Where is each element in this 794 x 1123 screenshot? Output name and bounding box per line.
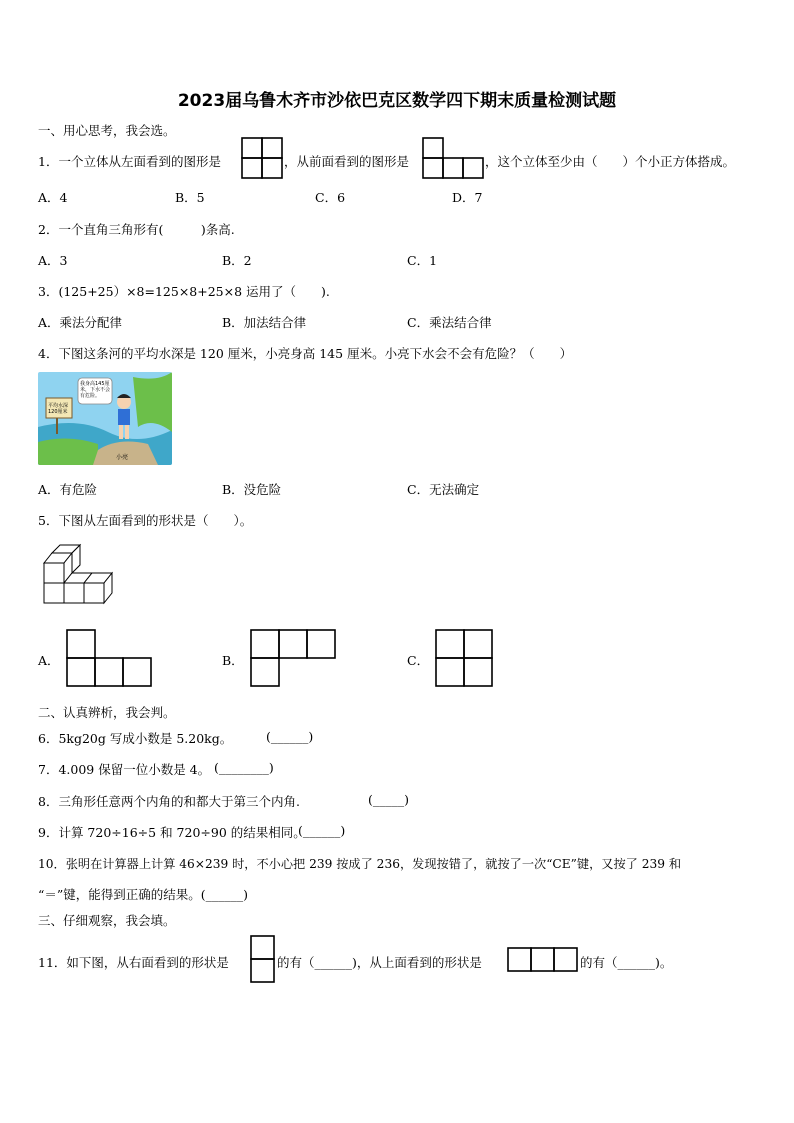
question-1-suffix: ，这个立体至少由（ ）个小正方体搭成。 (485, 154, 736, 169)
q1-front-view-figure (422, 137, 484, 179)
q2-option-a[interactable]: A．3 (38, 253, 68, 268)
q5-option-b-label[interactable]: B． (222, 653, 244, 668)
q5-option-b-figure[interactable] (250, 629, 336, 687)
question-2-text: 2．一个直角三角形有( )条高. (38, 222, 235, 237)
question-1-prefix: 1．一个立体从左面看到的图形是 (38, 154, 221, 169)
q4-option-c[interactable]: C．无法确定 (407, 482, 480, 497)
q5-option-a-label[interactable]: A． (38, 653, 60, 668)
speech-bubble: 我身高145厘米，下水不会有危险。 (80, 381, 111, 399)
question-1-middle: ，从前面看到的图形是 (284, 154, 410, 169)
q9-answer-blank[interactable]: (______) (298, 823, 346, 838)
q11-top-view-figure (507, 947, 579, 973)
q5-option-c-label[interactable]: C． (407, 653, 430, 668)
question-11-prefix: 11．如下图，从右面看到的形状是 (38, 955, 229, 970)
q11-right-view-figure (250, 935, 276, 983)
q5-option-a-figure[interactable] (66, 629, 152, 687)
q4-option-b[interactable]: B．没危险 (222, 482, 282, 497)
q8-answer-blank[interactable]: (_____) (368, 792, 410, 807)
q3-option-a[interactable]: A．乘法分配律 (38, 315, 123, 330)
q1-option-d[interactable]: D．7 (452, 190, 483, 205)
q3-option-b[interactable]: B．加法结合律 (222, 315, 307, 330)
question-5-text: 5．下图从左面看到的形状是（ ）。 (38, 513, 253, 528)
question-11-middle: 的有（______)，从上面看到的形状是 (277, 955, 482, 970)
page-title: 2023届乌鲁木齐市沙依巴克区数学四下期末质量检测试题 (177, 91, 617, 111)
question-11-suffix: 的有（______)。 (580, 955, 673, 970)
q5-cube-stack-figure (42, 545, 116, 603)
q1-option-a[interactable]: A．4 (38, 190, 68, 205)
question-10-line-1: 10．张明在计算器上计算 46×239 时，不小心把 239 按成了 236，发现按错了，就按了一次“CE”键，又按了 239 和 (38, 857, 682, 871)
question-4-text: 4．下图这条河的平均水深是 120 厘米，小亮身高 145 厘米。小亮下水会不会有危险？（ ） (38, 346, 573, 361)
question-3-text: 3．(125+25）×8=125×8+25×8 运用了（ ). (38, 284, 330, 299)
q2-option-b[interactable]: B．2 (222, 253, 252, 268)
q3-option-c[interactable]: C．乘法结合律 (407, 315, 492, 330)
q1-option-b[interactable]: B．5 (175, 190, 205, 205)
boy-name-tag: 小亮 (116, 454, 129, 461)
question-7-text: 7．4.009 保留一位小数是 4。 (38, 762, 211, 777)
q7-answer-blank[interactable]: (________) (214, 760, 274, 775)
river-illustration (38, 372, 172, 465)
q2-option-c[interactable]: C．1 (407, 253, 438, 268)
q4-option-a[interactable]: A．有危险 (38, 482, 98, 497)
q6-answer-blank[interactable]: (______) (266, 729, 314, 744)
q5-option-c-figure[interactable] (435, 629, 493, 687)
river-depth-sign: 平均水深120厘米 (48, 403, 69, 415)
question-9-text: 9．计算 720÷16÷5 和 720÷90 的结果相同。 (38, 825, 306, 840)
question-6-text: 6．5kg20g 写成小数是 5.20kg。 (38, 731, 233, 746)
section-2-heading: 二、认真辨析，我会判。 (38, 705, 176, 720)
q1-option-c[interactable]: C．6 (315, 190, 346, 205)
q1-left-view-figure (241, 137, 283, 179)
section-1-heading: 一、用心思考，我会选。 (38, 123, 176, 138)
question-10-line-2: “＝”键，能得到正确的结果。(______) (38, 887, 249, 902)
question-8-text: 8．三角形任意两个内角的和都大于第三个内角. (38, 794, 300, 809)
section-3-heading: 三、仔细观察，我会填。 (38, 913, 176, 928)
